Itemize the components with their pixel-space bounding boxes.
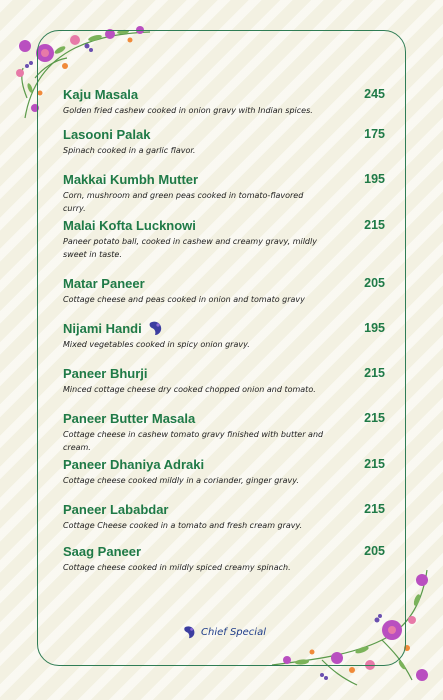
menu-item-price: 215 — [364, 411, 385, 425]
menu-item-name: Matar Paneer — [63, 275, 145, 291]
menu-item-name: Paneer Bhurji — [63, 365, 148, 381]
menu-item-description: Golden fried cashew cooked in onion gravy with Indian spices. — [63, 106, 313, 115]
menu-item-name-group — [63, 320, 163, 336]
menu-item-price: 195 — [364, 172, 385, 186]
menu-item-description: Paneer potato ball, cooked in cashew and creamy gravy, mildly sweet in taste. — [63, 237, 317, 259]
menu-item — [63, 125, 385, 157]
menu-item — [63, 85, 385, 117]
menu-item-description: Spinach cooked in a garlic flavor. — [63, 146, 196, 155]
menu-item-name: Paneer Butter Masala — [63, 410, 196, 426]
chef-special-icon — [147, 320, 163, 336]
menu-item — [63, 542, 385, 574]
menu-item — [63, 409, 385, 454]
menu-item-price: 215 — [364, 366, 385, 380]
menu-item-price: 215 — [364, 457, 385, 471]
menu-item-name: Makkai Kumbh Mutter — [63, 171, 199, 187]
menu-item-description: Cottage cheese cooked in mildly spiced creamy spinach. — [63, 563, 291, 572]
menu-item — [63, 364, 385, 396]
menu-item-price: 175 — [364, 127, 385, 141]
menu-item-description: Cottage cheese in cashew tomato gravy finished with butter and cream. — [63, 430, 324, 452]
menu-item-description: Cottage cheese cooked mildly in a coriander, ginger gravy. — [63, 476, 299, 485]
menu-item-price: 205 — [364, 544, 385, 558]
menu-item-name: Malai Kofta Lucknowi — [63, 217, 196, 233]
menu-item-price: 245 — [364, 87, 385, 101]
chef-special-label: Chief Special — [201, 626, 266, 638]
menu-item-description: Cottage Cheese cooked in a tomato and fresh cream gravy. — [63, 521, 303, 530]
menu-item — [63, 500, 385, 532]
menu-item-description: Cottage cheese and peas cooked in onion and tomato gravy — [63, 295, 305, 304]
menu-item-name: Lasooni Palak — [63, 126, 151, 142]
menu-item-price: 205 — [364, 276, 385, 290]
menu-item — [63, 455, 385, 487]
menu-item-price: 215 — [364, 502, 385, 516]
menu-item — [63, 170, 385, 215]
menu-item-name: Kaju Masala — [63, 86, 139, 102]
menu-item-description: Mixed vegetables cooked in spicy onion gravy. — [63, 340, 250, 349]
menu-item-price: 215 — [364, 218, 385, 232]
menu-item-name: Nijami Handi — [63, 320, 142, 336]
menu-item-description: Minced cottage cheese dry cooked chopped onion and tomato. — [63, 385, 316, 394]
menu-item-name: Saag Paneer — [63, 543, 142, 559]
menu-item-price: 195 — [364, 321, 385, 335]
menu-item-description: Corn, mushroom and green peas cooked in tomato-flavored curry. — [63, 191, 304, 213]
menu-item-name: Paneer Dhaniya Adraki — [63, 456, 205, 472]
menu-item — [63, 216, 385, 261]
menu-item-name: Paneer Lababdar — [63, 501, 169, 517]
menu-item — [63, 274, 385, 306]
menu-item — [63, 319, 385, 351]
chef-special-legend — [182, 625, 266, 639]
chef-special-icon — [182, 625, 196, 639]
